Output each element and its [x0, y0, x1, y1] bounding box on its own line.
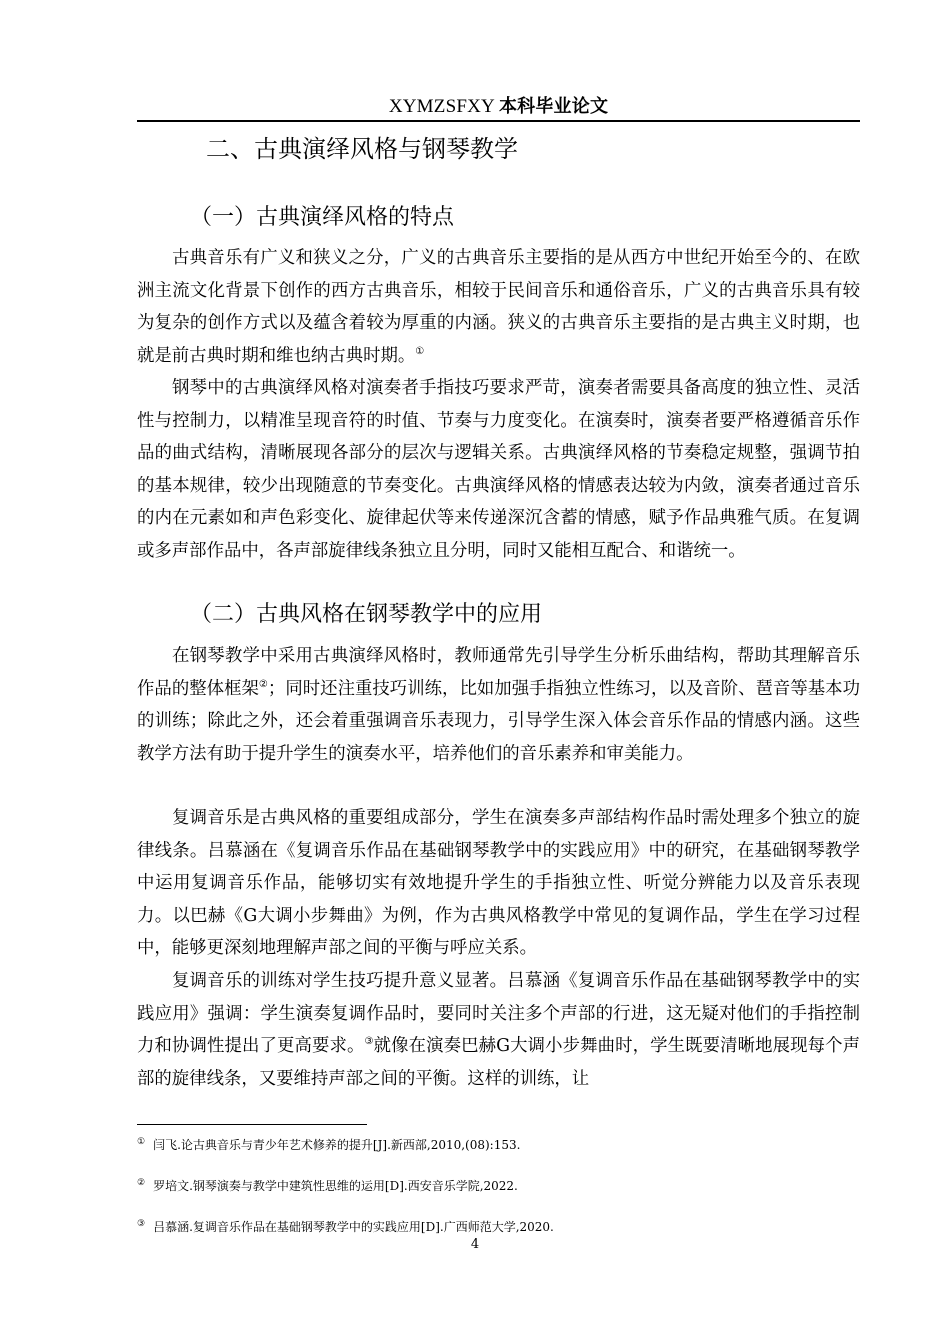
footnote-3	[137, 1216, 860, 1235]
page-number: 4	[470, 1237, 480, 1252]
header-text	[389, 95, 608, 117]
footnote-mark: ①	[137, 1137, 146, 1147]
footnote-ref-2: ②	[258, 678, 268, 690]
footnote-mark: ③	[137, 1219, 146, 1229]
paragraph-3-text-a: 在钢琴教学中采用古典演绎风格时，教师通常先引导学生分析乐曲结构，帮助其理解音乐作品的整体框架	[137, 646, 860, 699]
subsection-title-1: （一）古典演绎风格的特点	[190, 205, 455, 230]
footnote-separator	[137, 1124, 367, 1125]
footnote-2	[137, 1175, 860, 1194]
subsection-title-2: （二）古典风格在钢琴教学中的应用	[190, 602, 543, 627]
paragraph-5-text-b: 就像在演奏巴赫G大调小步舞曲时，学生既要清晰地展现每个声部的旋律线条，又要维持声部之间的平衡。这样的训练，让	[137, 1036, 860, 1089]
paragraph-5-text-a: 复调音乐的训练对学生技巧提升意义显著。吕慕涵《复调音乐作品在基础钢琴教学中的实践应用》强调：学生演奏复调作品时，要同时关注多个声部的行进，这无疑对他们的手指控制力和协调性提出了更高要求。	[137, 971, 860, 1057]
footnote-ref-1: ①	[415, 345, 425, 357]
paragraph-1-text: 古典音乐有广义和狭义之分，广义的古典音乐主要指的是从西方中世纪开始至今的、在欧洲主流文化背景下创作的西方古典音乐，相较于民间音乐和通俗音乐，广义的古典音乐具有较为复杂的创作方式以及蕴含着较为厚重的内涵。狭义的古典音乐主要指的是古典主义时期，也就是前古典时期和维也纳古典时期。	[137, 248, 860, 366]
paragraph-2	[137, 372, 860, 568]
footnote-ref-3: ③	[364, 1036, 374, 1048]
paragraph-1	[137, 242, 860, 372]
page-header	[137, 94, 860, 122]
paragraph-2-text: 钢琴中的古典演绎风格对演奏者手指技巧要求严苛，演奏者需要具备高度的独立性、灵活性与控制力，以精准呈现音符的时值、节奏与力度变化。在演奏时，演奏者要严格遵循音乐作品的曲式结构，清晰展现各部分的层次与逻辑关系。古典演绎风格的节奏稳定规整，强调节拍的基本规律，较少出现随意的节奏变化。古典演绎风格的情感表达较为内敛，演奏者通过音乐的内在元素如和声色彩变化、旋律起伏等来传递深沉含蓄的情感，赋予作品典雅气质。在复调或多声部作品中，各声部旋律线条独立且分明，同时又能相互配合、和谐统一。	[137, 378, 860, 561]
paragraph-4	[137, 802, 860, 965]
section-title: 二、古典演绎风格与钢琴教学	[206, 135, 518, 163]
footnote-text: 罗培文.钢琴演奏与教学中建筑性思维的运用[D].西安音乐学院,2022.	[153, 1179, 518, 1193]
paragraph-3	[137, 640, 860, 770]
footnote-text: 吕慕涵.复调音乐作品在基础钢琴教学中的实践应用[D].广西师范大学,2020.	[153, 1220, 554, 1234]
paragraph-5	[137, 965, 860, 1095]
footnote-text: 闫飞.论古典音乐与青少年艺术修养的提升[J].新西部,2010,(08):153.	[153, 1138, 521, 1152]
paragraph-4-text: 复调音乐是古典风格的重要组成部分，学生在演奏多声部结构作品时需处理多个独立的旋律线条。吕慕涵在《复调音乐作品在基础钢琴教学中的实践应用》中的研究，在基础钢琴教学中运用复调音乐作品，能够切实有效地提升学生的手指独立性、听觉分辨能力以及音乐表现力。以巴赫《G大调小步舞曲》为例，作为古典风格教学中常见的复调作品，学生在学习过程中，能够更深刻地理解声部之间的平衡与呼应关系。	[137, 808, 860, 959]
header-code: XYMZSFXY	[388, 96, 495, 117]
paragraph-3-text-b: ；同时还注重技巧训练，比如加强手指独立性练习，以及音阶、琶音等基本功的训练；除此之外，还会着重强调音乐表现力，引导学生深入体会音乐作品的情感内涵。这些教学方法有助于提升学生的演奏水平，培养他们的音乐素养和审美能力。	[137, 678, 860, 764]
footnote-mark: ②	[137, 1178, 146, 1188]
footnote-1	[137, 1134, 860, 1153]
header-title: 本科毕业论文	[498, 96, 609, 117]
